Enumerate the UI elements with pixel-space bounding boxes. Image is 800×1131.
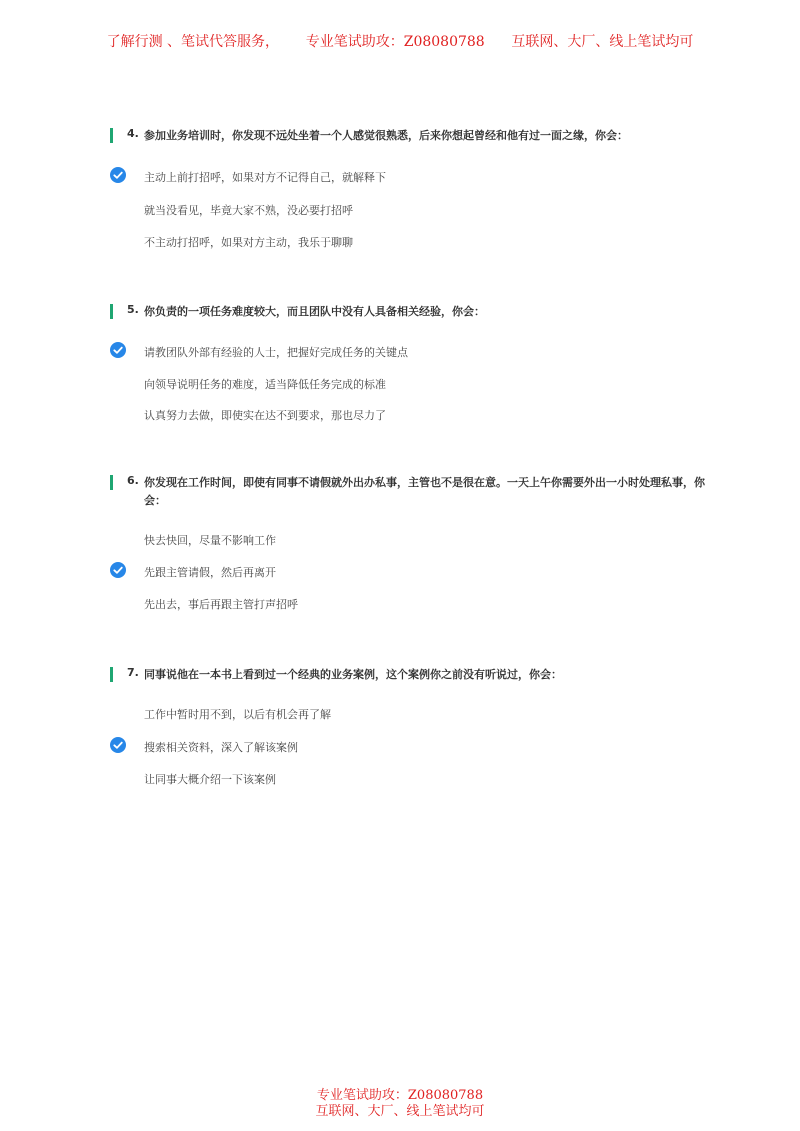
question-marker-bar <box>110 304 113 319</box>
option-label: 先出去，事后再跟主管打声招呼 <box>144 598 298 611</box>
option-b[interactable] <box>144 376 386 392</box>
option-c[interactable] <box>144 771 276 787</box>
check-circle-icon <box>110 737 126 753</box>
question-text: 参加业务培训时，你发现不远处坐着一个人感觉很熟悉，后来你想起曾经和他有过一面之缘，你会： <box>144 129 628 142</box>
option-c[interactable] <box>144 234 353 250</box>
option-label: 让同事大概介绍一下该案例 <box>144 773 276 786</box>
question-text <box>144 474 715 510</box>
check-circle-icon <box>110 167 126 183</box>
question-number: 4. <box>127 127 139 140</box>
option-label: 请教团队外部有经验的人士，把握好完成任务的关键点 <box>144 346 408 359</box>
question-number: 7. <box>127 666 139 679</box>
option-label: 工作中暂时用不到，以后有机会再了解 <box>144 708 331 721</box>
question-marker-bar <box>110 475 113 490</box>
option-c[interactable] <box>144 596 298 612</box>
footer-ad-line2: 互联网、大厂、线上笔试均可 <box>315 1104 485 1119</box>
option-label: 快去快回，尽量不影响工作 <box>144 534 276 547</box>
check-circle-icon <box>110 562 126 578</box>
option-label: 认真努力去做，即使实在达不到要求，那也尽力了 <box>144 409 386 422</box>
question-number: 6. <box>127 474 139 487</box>
option-b[interactable] <box>144 739 298 755</box>
option-label: 搜索相关资料，深入了解该案例 <box>144 741 298 754</box>
footer-ad-line1: 专业笔试助攻：Z08080788 <box>316 1088 484 1103</box>
header-ad-text: 了解行测 、笔试代答服务， 专业笔试助攻：Z08080788 互联网、大厂、线上笔试均可 <box>106 34 694 50</box>
option-label: 先跟主管请假，然后再离开 <box>144 566 276 579</box>
question-text: 你负责的一项任务难度较大，而且团队中没有人具备相关经验，你会： <box>144 305 485 318</box>
option-a[interactable] <box>144 344 408 360</box>
question-text: 同事说他在一本书上看到过一个经典的业务案例，这个案例你之前没有听说过，你会： <box>144 668 562 681</box>
option-a[interactable] <box>144 532 276 548</box>
option-b[interactable] <box>144 564 276 580</box>
question-number: 5. <box>127 303 139 316</box>
option-c[interactable] <box>144 407 386 423</box>
option-a[interactable] <box>144 706 331 722</box>
check-circle-icon <box>110 342 126 358</box>
question-marker-bar <box>110 128 113 143</box>
option-label: 就当没看见，毕竟大家不熟，没必要打招呼 <box>144 204 353 217</box>
option-label: 主动上前打招呼，如果对方不记得自己，就解释下 <box>144 171 386 184</box>
question-text-line2: 会： <box>144 494 166 507</box>
question-marker-bar <box>110 667 113 682</box>
option-b[interactable] <box>144 202 353 218</box>
option-label: 向领导说明任务的难度，适当降低任务完成的标准 <box>144 378 386 391</box>
option-label: 不主动打招呼，如果对方主动，我乐于聊聊 <box>144 236 353 249</box>
question-text-line1: 你发现在工作时间，即使有同事不请假就外出办私事，主管也不是很在意。一天上午你需要外出一小时处理私事，你 <box>144 476 705 489</box>
option-a[interactable] <box>144 169 386 185</box>
